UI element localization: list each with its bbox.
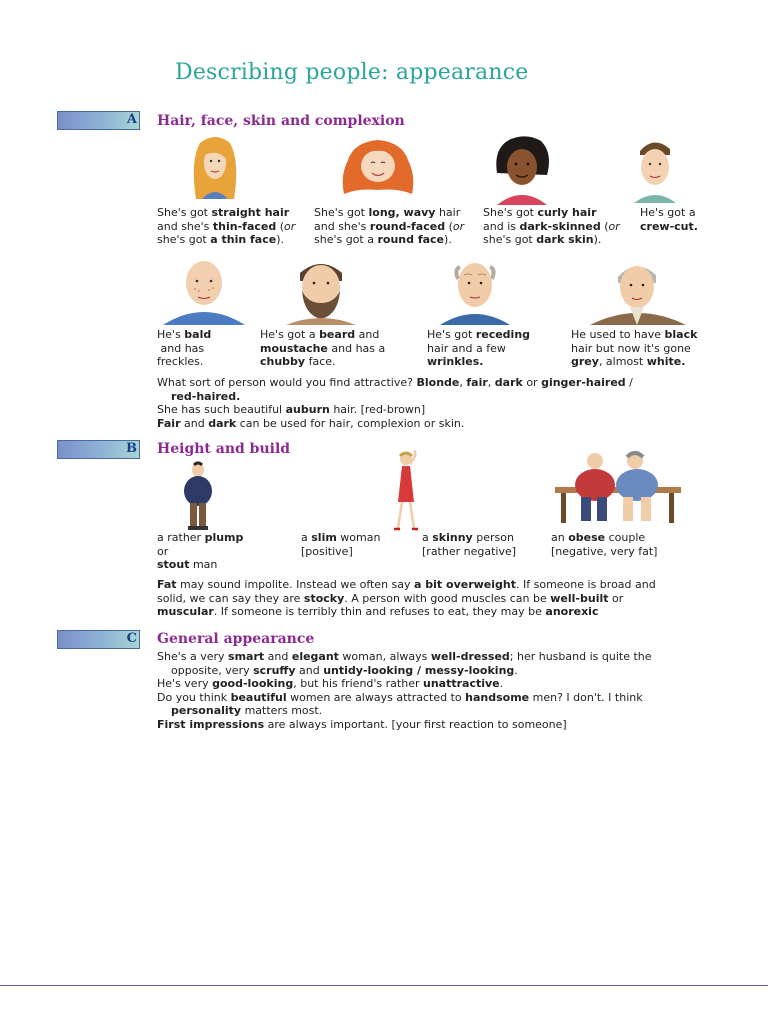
caption-curly-hair: She's got curly hair and is dark-skinned (or she's got dark skin). (483, 206, 620, 246)
section-b-paragraph: Fat may sound impolite. Instead we often say a bit overweight. If someone is broad and solid, we can say they are stocky. A person with good muscles can be well-built or muscular. If someone is terribly thin and refuses to eat, they may be anorexic (157, 578, 656, 618)
caption-beard: He's got a beard and moustache and has a chubby face. (260, 328, 386, 368)
caption-bald: He's bald and has freckles. (157, 328, 212, 368)
woman-straight-hair-illustration (178, 131, 252, 203)
caption-plump: a rather plump or stout man (157, 531, 244, 571)
caption-grey-hair: He used to have black hair but now it's gone grey, almost white. (571, 328, 698, 368)
caption-skinny: a skinny person [rather negative] (422, 531, 517, 558)
slim-woman-illustration (384, 450, 436, 532)
caption-crew-cut: He's got a crew-cut. (640, 206, 698, 233)
section-a-paragraph: What sort of person would you find attractive? Blonde, fair, dark or ginger-haired / red-haired. She has such beautiful auburn hair. [red-brown] Fair and dark can be used for hair, complexion or skin. (157, 376, 633, 430)
receding-hair-man-illustration (428, 253, 522, 325)
section-a-heading: Hair, face, skin and complexion (157, 113, 405, 129)
section-b-tab (57, 440, 140, 459)
bottom-rule (0, 985, 768, 986)
caption-wavy-hair: She's got long, wavy hair and she's round-faced (or she's got a round face). (314, 206, 465, 246)
section-a-letter: A (126, 112, 137, 127)
plump-man-illustration (178, 461, 218, 531)
caption-slim: a slim woman [positive] (301, 531, 381, 558)
section-b-letter: B (126, 441, 137, 456)
section-c-paragraph: She's a very smart and elegant woman, always well-dressed; her husband is quite the opposite, very scruffy and untidy-looking / messy-looking. He's very good-looking, but his friend's rather unattractive. Do you think beautiful women are always attracted to handsome men? I don't. I think personality matters most. First impressions are always important. [your first reaction to someone] (157, 650, 652, 731)
caption-receding: He's got receding hair and a few wrinkles. (427, 328, 531, 368)
man-crew-cut-illustration (624, 131, 686, 203)
caption-obese: an obese couple [negative, very fat] (551, 531, 658, 558)
section-c-letter: C (126, 631, 137, 646)
caption-straight-hair: She's got straight hair and she's thin-faced (or she's got a thin face). (157, 206, 296, 246)
page-title: Describing people: appearance (175, 60, 529, 85)
section-b-heading: Height and build (157, 441, 291, 457)
woman-wavy-hair-illustration (338, 136, 418, 202)
grey-hair-man-illustration (586, 253, 690, 325)
bearded-man-illustration (276, 253, 366, 325)
section-a-tab (57, 111, 140, 130)
section-c-tab (57, 630, 140, 649)
section-c-heading: General appearance (157, 631, 315, 647)
obese-couple-illustration (547, 447, 689, 527)
woman-curly-hair-illustration (487, 133, 557, 205)
bald-man-illustration (157, 253, 251, 325)
